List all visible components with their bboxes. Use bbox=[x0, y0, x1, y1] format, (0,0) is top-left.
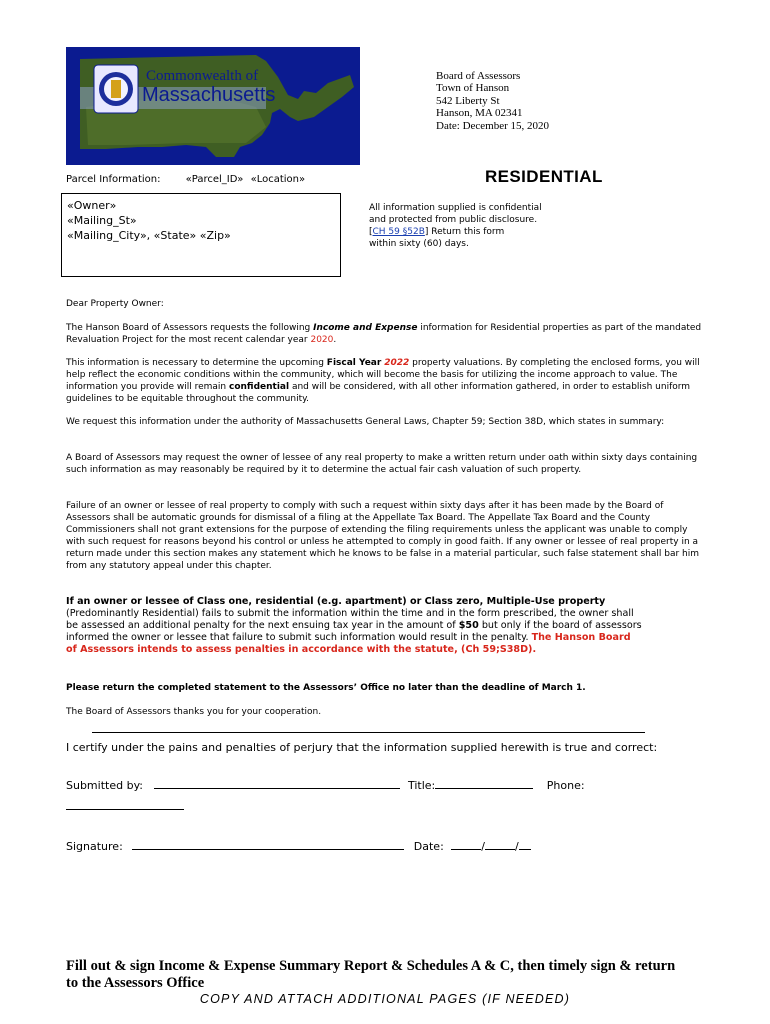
paragraph-failure: Failure of an owner or lessee of real property to comply with such a request within sixty days after it has been made by the Board of Assessors shall be automatic grounds for dismissal of a filing at the Appellate Tax Board. The Appellate Tax Board and the County Commissioners shall not grant extensions for the purpose of extending the filing requirements unless the applicant was unable to comply with such request for reasons beyond his control or unless he attempted to comply in good faith. If any owner or lessee of real property in a return made under this section makes any statement which he knows to be false in a material particular, such false statement shall bar him from any statutory appeal under this chapter. bbox=[66, 501, 700, 571]
owner-street: «Mailing_St» bbox=[67, 214, 137, 227]
certification-statement: I certify under the pains and penalties of perjury that the information supplied herewith is true and correct: bbox=[66, 741, 658, 754]
date-separator: / bbox=[515, 840, 519, 853]
emphasis: If an owner or lessee of Class one, residential (e.g. apartment) or Class zero, Multiple-Use property bbox=[66, 596, 606, 607]
submitted-by-label: Submitted by: bbox=[66, 779, 143, 792]
paragraph-request bbox=[66, 322, 706, 346]
text: . bbox=[333, 335, 337, 345]
text: The Hanson Board of Assessors requests the following bbox=[66, 323, 314, 333]
phone-field[interactable] bbox=[66, 809, 184, 810]
statute-link[interactable]: CH 59 §52B bbox=[372, 227, 425, 237]
footer-attach-note: COPY AND ATTACH ADDITIONAL PAGES (IF NEEDED) bbox=[199, 992, 571, 1006]
address-line: 542 Liberty St bbox=[436, 94, 500, 107]
paragraph-deadline: Please return the completed statement to the Assessors’ Office no later than the deadline of March 1. bbox=[66, 683, 586, 693]
penalty-amount: $50 bbox=[458, 620, 479, 631]
owner-name: «Owner» bbox=[67, 199, 117, 212]
emphasis: Income and Expense bbox=[313, 323, 418, 333]
parcel-label: Parcel Information: bbox=[66, 174, 161, 185]
letter-date: Date: December 15, 2020 bbox=[436, 119, 550, 132]
date-label: Date: bbox=[413, 840, 444, 853]
divider bbox=[92, 732, 645, 733]
date-day-field[interactable] bbox=[485, 849, 515, 850]
penalty-notice: The Hanson Board of Assessors intends to assess penalties in accordance with the statute, (Ch 59;S38D). bbox=[66, 632, 631, 655]
signature-label: Signature: bbox=[66, 840, 123, 853]
submitted-by-row bbox=[66, 779, 585, 792]
text: This information is necessary to determine the upcoming bbox=[66, 358, 327, 368]
salutation: Dear Property Owner: bbox=[66, 299, 164, 309]
emphasis: Fiscal Year bbox=[326, 358, 382, 368]
text: (Predominantly Residential) fails to submit the information within the time and in the form prescribed, the owner shall be assessed an additional penalty for the next ensuing tax year in the amount of bbox=[66, 608, 634, 631]
fiscal-year: 2022 bbox=[384, 358, 410, 368]
date-month-field[interactable] bbox=[451, 849, 481, 850]
submitted-by-field[interactable] bbox=[154, 788, 400, 789]
confidentiality-notice bbox=[369, 202, 579, 250]
owner-address-box bbox=[61, 193, 341, 277]
phone-label: Phone: bbox=[546, 779, 585, 792]
address-line: Hanson, MA 02341 bbox=[436, 107, 523, 120]
text: and will be considered, with all other information gathered, in order to establish uniform guidelines to be equitable throughout the community. bbox=[66, 382, 691, 404]
emphasis: confidential bbox=[228, 382, 290, 392]
notice-line bbox=[369, 226, 579, 238]
signature-field[interactable] bbox=[132, 849, 404, 850]
massachusetts-logo bbox=[66, 47, 360, 165]
paragraph-summary: A Board of Assessors may request the owner of lessee of any real property to make a written return under oath within sixty days containing such information as may reasonably be required by it to determine the actual fair cash valuation of such property. bbox=[66, 453, 698, 475]
text: information for Residential properties as part of the mandated Revaluation Project for the most recent calendar year bbox=[66, 323, 702, 345]
notice-line: within sixty (60) days. bbox=[369, 239, 469, 249]
text: property valuations. By completing the enclosed forms, you will help reflect the economic conditions within the community, which will become the basis for utilizing the income approach to value. The information you provide will remain bbox=[66, 358, 700, 392]
text: but only if the board of assessors informed the owner or lessee that failure to submit such information would result in the penalty. bbox=[66, 620, 642, 643]
bracket: [ bbox=[369, 227, 373, 237]
parcel-information bbox=[66, 174, 327, 185]
form-title: RESIDENTIAL bbox=[485, 167, 603, 186]
notice-line: and protected from public disclosure. bbox=[369, 215, 538, 225]
date-separator: / bbox=[481, 840, 485, 853]
paragraph-authority: We request this information under the authority of Massachusetts General Laws, Chapter 59; Section 38D, which states in summary: bbox=[66, 417, 665, 427]
title-label: Title: bbox=[407, 779, 436, 792]
address-line: Board of Assessors bbox=[436, 70, 521, 82]
notice-text: ] Return this form bbox=[424, 227, 505, 237]
logo-line1: Commonwealth of bbox=[146, 68, 259, 84]
paragraph-penalty bbox=[66, 596, 642, 656]
massachusetts-map-image bbox=[66, 47, 360, 165]
paragraph-purpose bbox=[66, 357, 706, 405]
paragraph-thanks: The Board of Assessors thanks you for your cooperation. bbox=[66, 707, 322, 717]
parcel-id-field: «Parcel_ID» bbox=[185, 174, 244, 185]
footer-instruction: Fill out & sign Income & Expense Summary Report & Schedules A & C, then timely sign & return to the Assessors Office bbox=[66, 958, 676, 991]
notice-line: All information supplied is confidential bbox=[369, 203, 542, 213]
calendar-year: 2020 bbox=[310, 335, 334, 345]
address-line: Town of Hanson bbox=[436, 82, 510, 95]
assessor-address bbox=[436, 70, 549, 132]
parcel-location-field: «Location» bbox=[250, 174, 306, 185]
owner-city-state-zip: «Mailing_City», «State» «Zip» bbox=[67, 229, 231, 242]
date-year-field[interactable] bbox=[519, 849, 531, 850]
title-field[interactable] bbox=[435, 788, 533, 789]
signature-row bbox=[66, 840, 531, 853]
logo-line2: Massachusetts bbox=[142, 84, 276, 106]
